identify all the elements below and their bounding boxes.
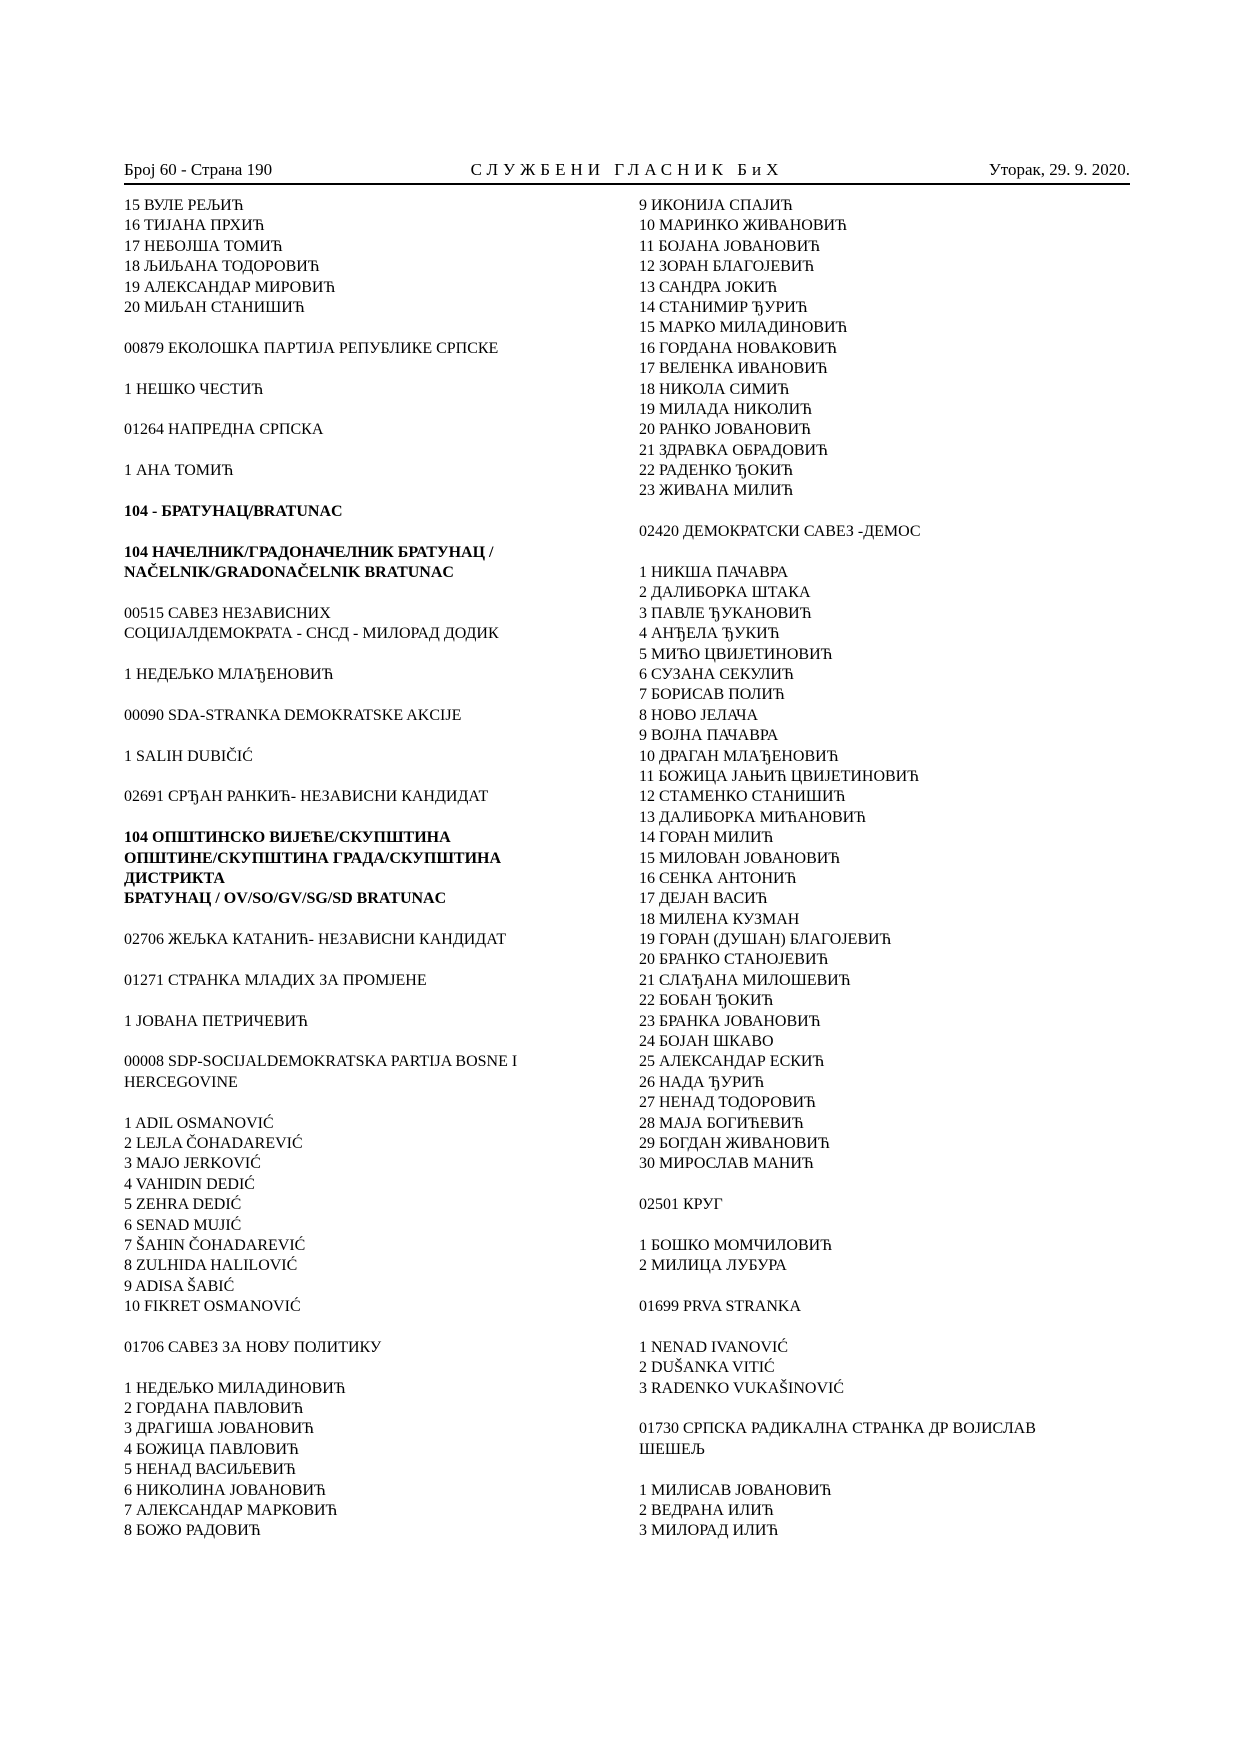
text-line: 16 ГОРДАНА НОВАКОВИЋ — [639, 339, 837, 357]
text-line: 3 RADENKO VUKAŠINOVIĆ — [639, 1379, 845, 1397]
text-line: 14 ГОРАН МИЛИЋ — [639, 829, 774, 847]
text-line: 19 АЛЕКСАНДАР МИРОВИЋ — [124, 278, 336, 296]
text-line: 6 SENAD MUJIĆ — [124, 1216, 242, 1234]
text-line: 9 ADISA ŠABIĆ — [124, 1277, 235, 1295]
text-line: 00090 SDA-STRANKA DEMOKRATSKE AKCIJE — [124, 706, 462, 724]
text-line: 00879 ЕКОЛОШКА ПАРТИЈА РЕПУБЛИКЕ СРПСКЕ — [124, 339, 499, 357]
text-line: 00008 SDP-SOCIJALDEMOKRATSKA PARTIJA BOSNE I — [124, 1053, 518, 1071]
section-heading-line: 104 - БРАТУНАЦ/BRATUNAC — [124, 502, 343, 520]
blank-line — [124, 767, 584, 787]
text-line: 00515 САВЕЗ НЕЗАВИСНИХ — [124, 604, 331, 622]
text-line: 20 МИЉАН СТАНИШИЋ — [124, 298, 305, 316]
text-line: 18 НИКОЛА СИМИЋ — [639, 380, 790, 398]
text-line: 1 АНА ТОМИЋ — [124, 462, 234, 480]
text-line: 7 ŠAHIN ČOHADAREVIĆ — [124, 1236, 306, 1254]
text-line: 11 БОЖИЦА ЈАЊИЋ ЦВИЈЕТИНОВИЋ — [639, 767, 920, 785]
text-line: 2 ВЕДРАНА ИЛИЋ — [639, 1502, 774, 1519]
text-line: 01699 PRVA STRANKA — [639, 1298, 802, 1316]
text-line: 10 МАРИНКО ЖИВАНОВИЋ — [639, 217, 847, 235]
text-line: 29 БОГДАН ЖИВАНОВИЋ — [639, 1134, 830, 1152]
text-line: 02691 СРЂАН РАНКИЋ- НЕЗАВИСНИ КАНДИДАТ — [124, 788, 489, 806]
text-line: 17 ДЕЈАН ВАСИЋ — [639, 890, 768, 908]
text-line: 23 ЖИВАНА МИЛИЋ — [639, 482, 794, 500]
text-line: 18 ЉИЉАНА ТОДОРОВИЋ — [124, 258, 320, 276]
text-line: 1 НИКША ПАЧАВРА — [639, 564, 789, 582]
text-line: 1 ADIL OSMANOVIĆ — [124, 1114, 274, 1132]
text-line: 17 НЕБОЈША ТОМИЋ — [124, 237, 283, 255]
blank-line — [639, 1216, 1109, 1236]
text-line: 02501 КРУГ — [639, 1196, 723, 1214]
text-line: 9 ИКОНИЈА СПАЈИЋ — [639, 197, 793, 214]
text-line: 1 SALIH DUBIČIĆ — [124, 747, 253, 765]
text-line: 20 БРАНКО СТАНОЈЕВИЋ — [639, 951, 829, 969]
text-line: 2 DUŠANKA VITIĆ — [639, 1359, 775, 1377]
text-line: 3 ДРАГИША ЈОВАНОВИЋ — [124, 1420, 315, 1438]
text-line: 02420 ДЕМОКРАТСКИ САВЕЗ -ДЕМОС — [639, 523, 921, 541]
text-line: 02706 ЖЕЉКА КАТАНИЋ- НЕЗАВИСНИ КАНДИДАТ — [124, 931, 507, 949]
text-line: 10 ДРАГАН МЛАЂЕНОВИЋ — [639, 747, 839, 765]
text-line: 22 БОБАН ЂОКИЋ — [639, 992, 774, 1010]
text-line: 1 ЈОВАНА ПЕТРИЧЕВИЋ — [124, 1012, 308, 1030]
header-rule — [124, 183, 1130, 185]
blank-line — [124, 359, 584, 379]
text-line: 01730 СРПСКА РАДИКАЛНА СТРАНКА ДР ВОЈИСЛАВ — [639, 1420, 1036, 1438]
blank-line — [124, 645, 584, 665]
text-line: 13 САНДРА ЈОКИЋ — [639, 278, 778, 296]
section-heading-line: ОПШТИНЕ/СКУПШТИНА ГРАДА/СКУПШТИНА — [124, 849, 502, 867]
text-line: 1 НЕДЕЉКО МЛАЂЕНОВИЋ — [124, 665, 334, 683]
section-heading-line: NAČELNIK/GRADONAČELNIK BRATUNAC — [124, 564, 454, 582]
text-line: СОЦИЈАЛДЕМОКРАТА - СНСД - МИЛОРАД ДОДИК — [124, 625, 499, 643]
text-line: 5 МИЋО ЦВИЈЕТИНОВИЋ — [639, 645, 833, 663]
text-line: 4 БОЖИЦА ПАВЛОВИЋ — [124, 1440, 299, 1458]
text-line: 26 НАДА ЂУРИЋ — [639, 1073, 765, 1091]
text-line: 5 НЕНАД ВАСИЉЕВИЋ — [124, 1461, 296, 1479]
text-line: 1 НЕШКО ЧЕСТИЋ — [124, 380, 264, 398]
issue-date: Уторак, 29. 9. 2020. — [988, 160, 1130, 179]
text-line: 8 ZULHIDA HALILOVIĆ — [124, 1257, 298, 1275]
blank-line — [639, 502, 1109, 522]
issue-page-number: Број 60 - Страна 190 — [124, 160, 273, 179]
text-line: 11 БОЈАНА ЈОВАНОВИЋ — [639, 237, 821, 255]
text-line: 20 РАНКО ЈОВАНОВИЋ — [639, 421, 811, 439]
text-line: HERCEGOVINE — [124, 1073, 238, 1091]
right-column — [639, 196, 1109, 1542]
left-column — [124, 196, 584, 1542]
blank-line — [639, 1317, 1109, 1337]
blank-line — [124, 318, 584, 338]
text-line: 3 ПАВЛЕ ЂУКАНОВИЋ — [639, 604, 812, 622]
text-line: 1 НЕДЕЉКО МИЛАДИНОВИЋ — [124, 1379, 346, 1397]
blank-line — [639, 1399, 1109, 1419]
text-line: 15 МАРКО МИЛАДИНОВИЋ — [639, 319, 848, 337]
text-line: 21 СЛАЂАНА МИЛОШЕВИЋ — [639, 971, 851, 989]
blank-line — [124, 400, 584, 420]
text-line: 6 СУЗАНА СЕКУЛИЋ — [639, 665, 794, 683]
blank-line — [124, 991, 584, 1011]
text-line: 24 БОЈАН ШКАВО — [639, 1033, 774, 1051]
gazette-title: СЛУЖБЕНИ ГЛАСНИК БиХ — [470, 160, 784, 179]
section-heading-line: 104 ОПШТИНСКО ВИЈЕЋЕ/СКУПШТИНА — [124, 829, 451, 847]
blank-line — [124, 910, 584, 930]
text-line: 9 ВОЈНА ПАЧАВРА — [639, 727, 779, 745]
text-line: 19 ГОРАН (ДУШАН) БЛАГОЈЕВИЋ — [639, 931, 892, 949]
blank-line — [124, 1317, 584, 1337]
text-line: 21 ЗДРАВКА ОБРАДОВИЋ — [639, 441, 828, 459]
text-line: 1 МИЛИСАВ ЈОВАНОВИЋ — [639, 1481, 832, 1499]
blank-line — [639, 1277, 1109, 1297]
text-line: 3 MAJO JERKOVIĆ — [124, 1155, 261, 1173]
text-line: 01706 САВЕЗ ЗА НОВУ ПОЛИТИКУ — [124, 1338, 382, 1356]
blank-line — [124, 726, 584, 746]
blank-line — [124, 1032, 584, 1052]
text-line: 12 СТАМЕНКО СТАНИШИЋ — [639, 788, 846, 806]
text-line: 1 NENAD IVANOVIĆ — [639, 1338, 789, 1356]
text-line: 3 МИЛОРАД ИЛИЋ — [639, 1522, 779, 1540]
text-line: 12 ЗОРАН БЛАГОЈЕВИЋ — [639, 258, 815, 276]
text-line: 10 FIKRET OSMANOVIĆ — [124, 1298, 301, 1316]
text-line: 23 БРАНКА ЈОВАНОВИЋ — [639, 1012, 821, 1030]
text-line: 30 МИРОСЛАВ МАНИЋ — [639, 1155, 814, 1173]
text-line: 17 ВЕЛЕНКА ИВАНОВИЋ — [639, 360, 828, 378]
blank-line — [124, 685, 584, 705]
text-line: 25 АЛЕКСАНДАР ЕСКИЋ — [639, 1053, 825, 1071]
text-line: ШЕШЕЉ — [639, 1440, 705, 1458]
blank-line — [124, 1358, 584, 1378]
text-line: 4 АНЂЕЛА ЂУКИЋ — [639, 625, 780, 643]
text-line: 7 БОРИСАВ ПОЛИЋ — [639, 686, 785, 704]
text-line: 5 ZEHRA DEDIĆ — [124, 1196, 242, 1214]
blank-line — [124, 808, 584, 828]
section-heading-line: 104 НАЧЕЛНИК/ГРАДОНАЧЕЛНИК БРАТУНАЦ / — [124, 543, 494, 561]
text-line: 15 ВУЛЕ РЕЉИЋ — [124, 197, 244, 214]
text-line: 8 НОВО ЈЕЛАЧА — [639, 706, 759, 724]
text-line: 01271 СТРАНКА МЛАДИХ ЗА ПРОМЈЕНЕ — [124, 971, 427, 989]
text-line: 01264 НАПРЕДНА СРПСКА — [124, 421, 324, 439]
page-header — [124, 158, 1130, 182]
blank-line — [124, 522, 584, 542]
text-line: 8 БОЖО РАДОВИЋ — [124, 1522, 261, 1540]
text-line: 16 СЕНКА АНТОНИЋ — [639, 869, 797, 887]
text-line: 2 МИЛИЦА ЛУБУРА — [639, 1257, 787, 1275]
section-heading-line: БРАТУНАЦ / OV/SO/GV/SG/SD BRATUNAC — [124, 890, 447, 908]
blank-line — [124, 441, 584, 461]
text-line: 19 МИЛАДА НИКОЛИЋ — [639, 400, 813, 418]
text-line: 14 СТАНИМИР ЂУРИЋ — [639, 298, 808, 316]
text-line: 7 АЛЕКСАНДАР МАРКОВИЋ — [124, 1502, 338, 1519]
text-line: 2 ДАЛИБОРКА ШТАКА — [639, 584, 811, 602]
text-line: 2 LEJLA ČOHADAREVIĆ — [124, 1134, 303, 1152]
text-line: 15 МИЛОВАН ЈОВАНОВИЋ — [639, 849, 841, 867]
text-line: 13 ДАЛИБОРКА МИЋАНОВИЋ — [639, 808, 867, 826]
text-line: 28 МАЈА БОГИЋЕВИЋ — [639, 1114, 804, 1132]
text-line: 22 РАДЕНКО ЂОКИЋ — [639, 462, 794, 480]
blank-line — [124, 1093, 584, 1113]
blank-line — [124, 583, 584, 603]
blank-line — [124, 950, 584, 970]
text-line: 27 НЕНАД ТОДОРОВИЋ — [639, 1094, 816, 1112]
text-line: 4 VAHIDIN DEDIĆ — [124, 1175, 255, 1193]
blank-line — [639, 1460, 1109, 1480]
text-line: 2 ГОРДАНА ПАВЛОВИЋ — [124, 1400, 304, 1418]
blank-line — [124, 481, 584, 501]
text-line: 18 МИЛЕНА КУЗМАН — [639, 910, 800, 928]
blank-line — [639, 543, 1109, 563]
blank-line — [639, 1175, 1109, 1195]
text-line: 6 НИКОЛИНА ЈОВАНОВИЋ — [124, 1481, 326, 1499]
section-heading-line: ДИСТРИКТА — [124, 869, 225, 887]
text-line: 1 БОШКО МОМЧИЛОВИЋ — [639, 1236, 833, 1254]
text-line: 16 ТИЈАНА ПРХИЋ — [124, 217, 265, 235]
